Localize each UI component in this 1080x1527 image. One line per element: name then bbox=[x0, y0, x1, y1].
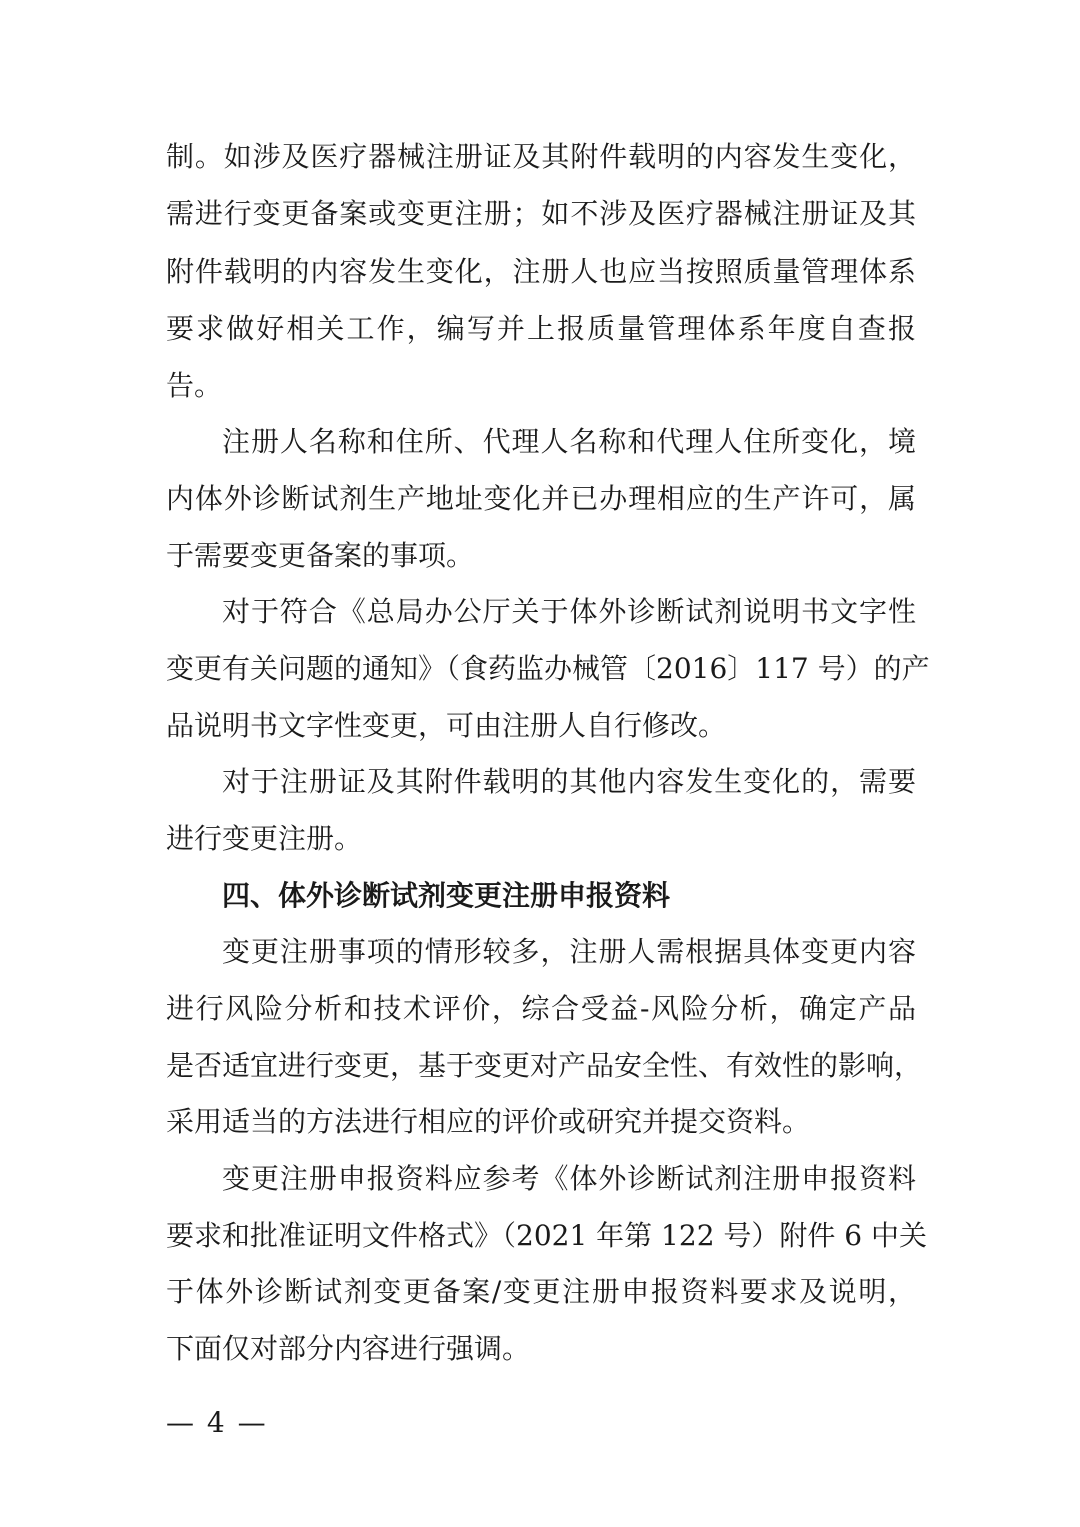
paragraph-line: 下面仅对部分内容进行强调。 bbox=[166, 1332, 531, 1365]
paragraph-line: 于体外诊断试剂变更备案/变更注册申报资料要求及说明， bbox=[166, 1275, 916, 1308]
paragraph-line: 变更注册事项的情形较多，注册人需根据具体变更内容 bbox=[222, 935, 916, 968]
paragraph-line: 制。如涉及医疗器械注册证及其附件载明的内容发生变化， bbox=[166, 140, 916, 173]
paragraph-line: 进行变更注册。 bbox=[166, 822, 363, 855]
paragraph-line: 要求做好相关工作，编写并上报质量管理体系年度自查报 bbox=[166, 312, 916, 345]
section-heading: 四、体外诊断试剂变更注册申报资料 bbox=[222, 879, 671, 912]
paragraph-line: 附件载明的内容发生变化，注册人也应当按照质量管理体系 bbox=[166, 255, 916, 288]
paragraph-line: 要求和批准证明文件格式》（2021 年第 122 号）附件 6 中关 bbox=[166, 1219, 928, 1252]
paragraph-line: 变更注册申报资料应参考《体外诊断试剂注册申报资料 bbox=[222, 1162, 916, 1195]
paragraph-line: 需进行变更备案或变更注册；如不涉及医疗器械注册证及其 bbox=[166, 197, 916, 230]
paragraph-line: 品说明书文字性变更，可由注册人自行修改。 bbox=[166, 709, 727, 742]
paragraph-line: 采用适当的方法进行相应的评价或研究并提交资料。 bbox=[166, 1105, 811, 1138]
paragraph-line: 注册人名称和住所、代理人名称和代理人住所变化，境 bbox=[222, 425, 916, 458]
paragraph-line: 对于符合《总局办公厅关于体外诊断试剂说明书文字性 bbox=[222, 595, 916, 628]
paragraph-line: 进行风险分析和技术评价，综合受益-风险分析，确定产品 bbox=[166, 992, 916, 1025]
paragraph-line: 是否适宜进行变更，基于变更对产品安全性、有效性的影响， bbox=[166, 1049, 923, 1082]
page-number: — 4 — bbox=[166, 1406, 268, 1439]
paragraph-line: 于需要变更备案的事项。 bbox=[166, 539, 475, 572]
paragraph-line: 内体外诊断试剂生产地址变化并已办理相应的生产许可，属 bbox=[166, 482, 916, 515]
paragraph-line: 告。 bbox=[166, 369, 223, 402]
paragraph-line: 对于注册证及其附件载明的其他内容发生变化的，需要 bbox=[222, 765, 916, 798]
paragraph-line: 变更有关问题的通知》（食药监办械管〔2016〕117 号）的产 bbox=[166, 652, 930, 685]
